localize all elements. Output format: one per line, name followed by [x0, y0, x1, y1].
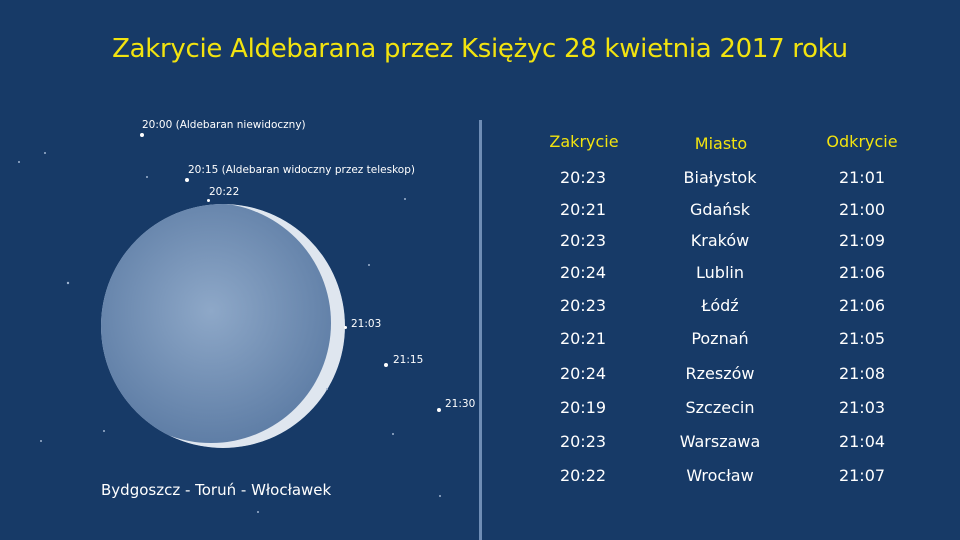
table-row — [0, 296, 960, 320]
city-name: Rzeszów — [685, 364, 755, 383]
occultation-time: 20:21 — [559, 329, 607, 348]
reappearance-time: 21:04 — [838, 432, 886, 451]
city-name: Szczecin — [685, 398, 755, 417]
city-name: Lublin — [696, 263, 744, 282]
table-row — [0, 364, 960, 388]
city-name: Łódź — [701, 296, 739, 315]
aldebaran-label-2103: 21:03 — [351, 318, 382, 330]
aldebaran-label-2015: 20:15 (Aldebaran widoczny przez teleskop) — [188, 164, 415, 176]
city-name: Gdańsk — [689, 200, 751, 219]
reappearance-time: 21:00 — [838, 200, 886, 219]
reappearance-time: 21:03 — [838, 398, 886, 417]
table-row — [0, 263, 960, 287]
aldebaran-label-2115: 21:15 — [393, 354, 424, 366]
occultation-time: 20:23 — [559, 432, 607, 451]
aldebaran-label-2130: 21:30 — [445, 398, 476, 410]
table-row — [0, 168, 960, 192]
header-city: Miasto — [694, 134, 748, 153]
occultation-time: 20:19 — [559, 398, 607, 417]
table-row — [0, 231, 960, 255]
occultation-time: 20:23 — [559, 296, 607, 315]
occultation-time: 20:23 — [559, 231, 607, 250]
aldebaran-label-2022: 20:22 — [209, 186, 240, 198]
reappearance-time: 21:09 — [838, 231, 886, 250]
reappearance-time: 21:07 — [838, 466, 886, 485]
header-occultation: Zakrycie — [549, 132, 619, 151]
table-row — [0, 466, 960, 490]
occultation-time: 20:23 — [559, 168, 607, 187]
occultation-time: 20:24 — [559, 263, 607, 282]
reappearance-time: 21:06 — [838, 263, 886, 282]
table-row — [0, 398, 960, 422]
aldebaran-label-2000: 20:00 (Aldebaran niewidoczny) — [142, 119, 306, 131]
occultation-time: 20:22 — [559, 466, 607, 485]
reappearance-time: 21:06 — [838, 296, 886, 315]
region-label: Bydgoszcz - Toruń - Włocławek — [101, 481, 332, 499]
table-row — [0, 432, 960, 456]
occultation-time: 20:24 — [559, 364, 607, 383]
page-title: Zakrycie Aldebarana przez Księżyc 28 kwietnia 2017 roku — [112, 34, 848, 64]
city-name: Białystok — [683, 168, 757, 187]
table-row — [0, 200, 960, 224]
city-name: Kraków — [690, 231, 750, 250]
occultation-time: 20:21 — [559, 200, 607, 219]
table-row — [0, 329, 960, 353]
city-name: Wrocław — [686, 466, 754, 485]
reappearance-time: 21:01 — [838, 168, 886, 187]
reappearance-time: 21:08 — [838, 364, 886, 383]
city-name: Poznań — [691, 329, 749, 348]
city-name: Warszawa — [679, 432, 761, 451]
header-reappearance: Odkrycie — [826, 132, 898, 151]
aldebaran-star-2000 — [140, 133, 144, 137]
reappearance-time: 21:05 — [838, 329, 886, 348]
